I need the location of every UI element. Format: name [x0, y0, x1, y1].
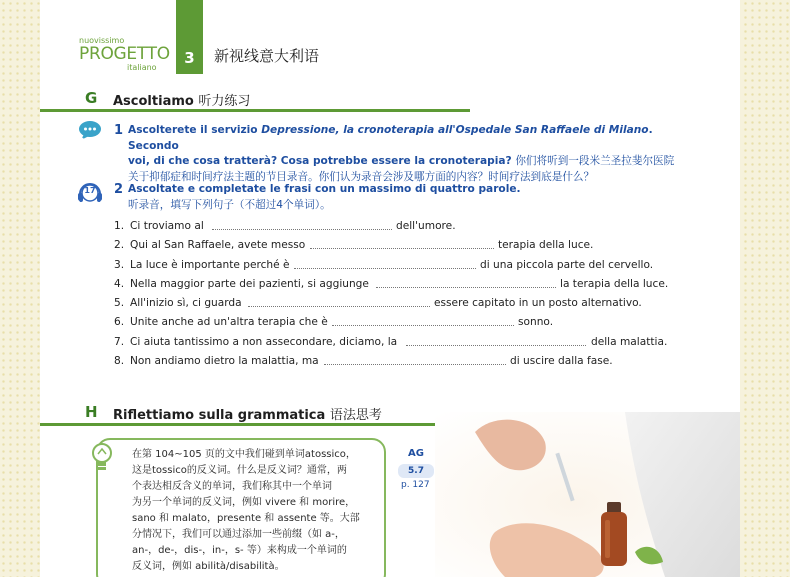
- item-number: 3.: [114, 258, 125, 271]
- item-number: 6.: [114, 316, 125, 329]
- section-g-letter: G: [85, 89, 98, 107]
- item-text-after: terapia della luce.: [498, 239, 594, 252]
- exercise-2-instruction-it: Ascoltate e completate le frasi con un massimo di quattro parole.: [128, 183, 521, 195]
- grammar-ref-number[interactable]: 5.7: [398, 464, 434, 478]
- item-text-after: sonno.: [518, 316, 554, 329]
- note-line: 为另一个单词的反义词，例如 vivere 和 morire，: [132, 497, 356, 508]
- note-line: sano 和 malato，presente 和 assente 等。大部: [132, 513, 360, 524]
- item-text-before: Ci troviamo al: [130, 220, 204, 232]
- speech-bubble-icon: [78, 120, 102, 140]
- exercise-2-instruction-cn: 听录音，填写下列句子（不超过4个单词）。: [128, 198, 331, 211]
- blank-line[interactable]: [324, 364, 506, 365]
- exercise-1-line-2: voi, di che cosa tratterà? Cosa potrebbe essere la cronoterapia?: [128, 155, 512, 167]
- grammar-ref-label: AG: [408, 448, 424, 459]
- blank-line[interactable]: [248, 306, 430, 307]
- blank-line[interactable]: [376, 287, 556, 288]
- list-item: [114, 353, 674, 372]
- list-item: [114, 257, 674, 276]
- item-text-before: All'inizio sì, ci guarda: [130, 297, 242, 310]
- item-text-before: Non andiamo dietro la malattia, ma: [130, 355, 319, 368]
- item-text-before: Nella maggior parte dei pazienti, si aggiunge: [130, 277, 369, 290]
- unit-number: 3: [184, 49, 195, 67]
- list-item: [114, 218, 674, 237]
- section-h-title-cn: 语法思考: [329, 408, 382, 423]
- item-text-after: essere capitato in un posto alternativo.: [434, 297, 642, 310]
- item-number: 2.: [114, 239, 125, 252]
- exercise-1-number: 1: [114, 123, 124, 138]
- unit-number-tab: [176, 0, 203, 74]
- section-h-title-it: Riflettiamo sulla grammatica: [113, 408, 326, 423]
- section-h-title: [113, 404, 382, 423]
- item-number: 4.: [114, 277, 125, 290]
- note-line: 这是tossico的反义词。什么是反义词？通常，两: [132, 465, 347, 476]
- item-number: 5.: [114, 297, 125, 310]
- item-text-after: di una piccola parte del cervello.: [480, 258, 654, 271]
- exercise-1-italic-title: Depressione, la cronoterapia all'Ospedale San Raffaele di Milano: [261, 124, 649, 136]
- note-line: 反义词，例如 abilità/disabilità。: [132, 561, 285, 572]
- audio-track-number: 17: [84, 186, 96, 195]
- brand-logo: [79, 36, 170, 72]
- item-number: 8.: [114, 355, 125, 368]
- item-text-before: Unite anche ad un'altra terapia che è: [130, 316, 328, 329]
- list-item: [114, 237, 674, 256]
- section-g-rule: [40, 109, 470, 112]
- exercise-2-instruction: [128, 182, 521, 213]
- unit-title: 新视线意大利语: [214, 47, 320, 65]
- exercise-2-number: 2: [114, 182, 124, 197]
- note-line: 个表达相反含义的单词，我们称其中一个单词: [132, 481, 332, 492]
- exercise-1-line-3-cn: 关于抑郁症和时间疗法主题的节目录音。你们认为录音会涉及哪方面的内容？时间疗法到底是什么？: [128, 170, 595, 183]
- item-text-before: Ci aiuta tantissimo a non assecondare, diciamo, la: [130, 335, 398, 348]
- item-text-after: dell'umore.: [396, 220, 456, 232]
- section-g-title: [113, 90, 250, 109]
- blank-line[interactable]: [406, 345, 586, 346]
- item-text-after: la terapia della luce.: [560, 277, 669, 290]
- section-h-rule: [40, 423, 470, 426]
- list-item: [114, 334, 674, 353]
- sentence-list: [114, 218, 674, 372]
- section-h-letter: H: [85, 403, 98, 421]
- dropper-bottle-photo: [435, 412, 740, 577]
- lightbulb-icon: [88, 440, 116, 577]
- blank-line[interactable]: [332, 325, 514, 326]
- item-text-after: di uscire dalla fase.: [510, 355, 613, 368]
- blank-line[interactable]: [310, 248, 494, 249]
- brand-sub: italiano: [127, 63, 157, 72]
- brand-big: PROGETTO: [79, 44, 170, 64]
- list-item: [114, 295, 674, 314]
- exercise-1-text: [128, 123, 688, 185]
- note-line: 分情况下，我们可以通过添加一些前缀（如 a-，: [132, 529, 345, 540]
- note-line: 在第 104~105 页的文中我们碰到单词atossico，: [132, 449, 356, 460]
- grammar-ref-page: p. 127: [401, 480, 430, 490]
- list-item: [114, 314, 674, 333]
- exercise-1-line-2-cn: 你们将听到一段米兰圣拉斐尔医院: [515, 155, 675, 167]
- list-item: [114, 276, 674, 295]
- section-g-title-cn: 听力练习: [198, 94, 251, 109]
- item-number: 7.: [114, 335, 125, 348]
- textbook-page: [40, 0, 740, 577]
- grammar-note-text: [132, 447, 378, 575]
- item-number: 1.: [114, 220, 125, 232]
- section-g-title-it: Ascoltiamo: [113, 94, 194, 109]
- blank-line[interactable]: [212, 229, 392, 230]
- brand-small: nuovissimo: [79, 36, 125, 45]
- exercise-1-text-a: Ascolterete il servizio: [128, 124, 262, 136]
- item-text-before: Qui al San Raffaele, avete messo: [130, 239, 306, 252]
- item-text-after: della malattia.: [591, 335, 668, 348]
- blank-line[interactable]: [294, 268, 476, 269]
- exercise-1-text-b: . Secondo: [128, 124, 653, 152]
- section-g-heading: [40, 88, 470, 112]
- section-h-heading: [40, 402, 470, 426]
- note-line: an-，de-，dis-，in-，s- 等）来构成一个单词的: [132, 545, 347, 556]
- item-text-before: La luce è importante perché è: [130, 258, 290, 271]
